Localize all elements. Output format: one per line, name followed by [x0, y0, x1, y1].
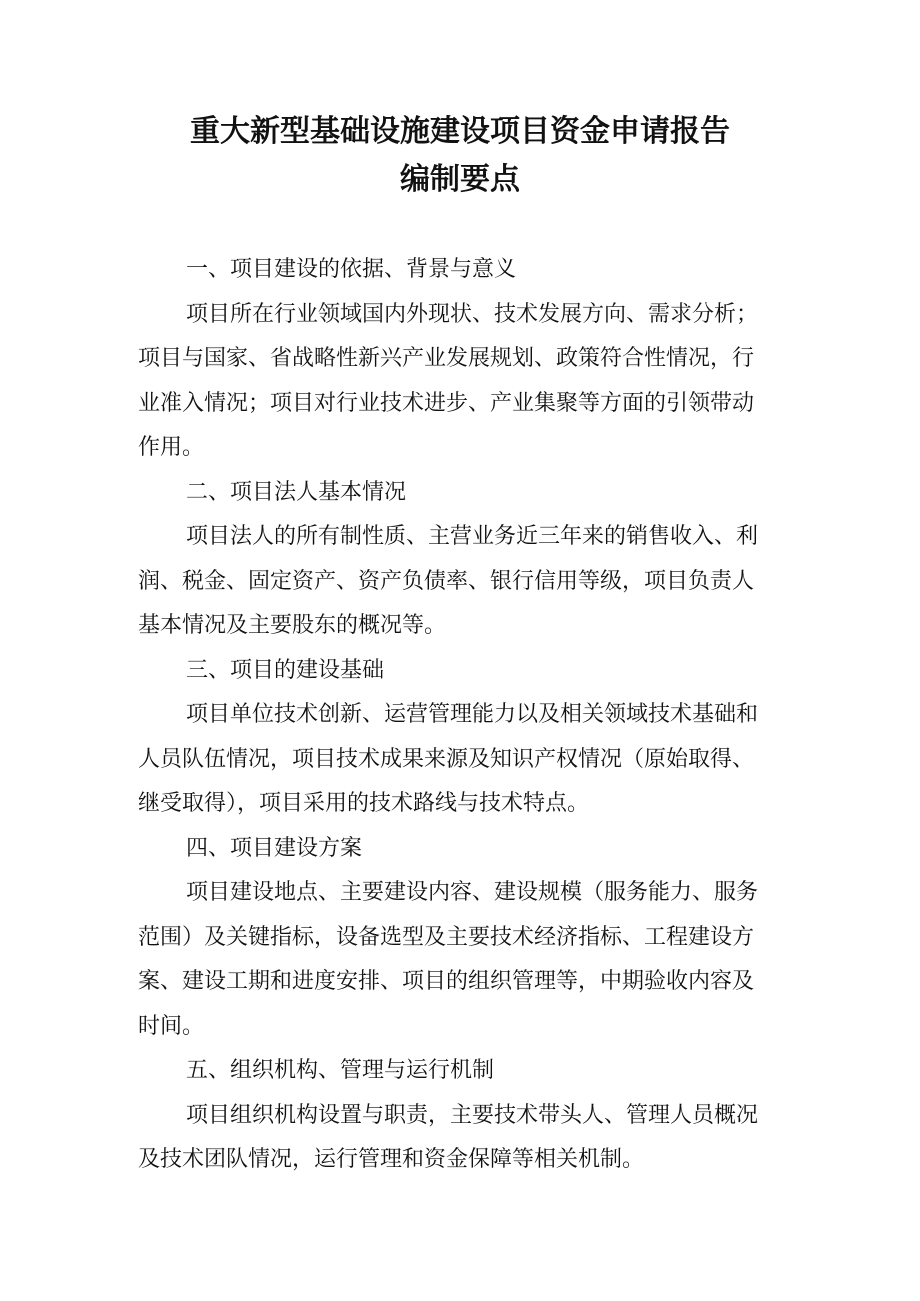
- section-paragraph: [138, 1094, 808, 1183]
- paragraph-line: 范围）及关键指标，设备选型及主要技术经济指标、工程建设方: [138, 924, 755, 950]
- paragraph-line: 项目建设地点、主要建设内容、建设规模（服务能力、服务: [186, 880, 759, 905]
- document-body: [138, 248, 808, 1183]
- title-line-1: 重大新型基础设施建设项目资金申请报告: [190, 114, 730, 149]
- title-line-2: 编制要点: [400, 162, 520, 197]
- document-title: [0, 108, 920, 204]
- paragraph-line: 项目组织机构设置与职责，主要技术带头人、管理人员概况: [186, 1102, 759, 1128]
- paragraph-line: 案、建设工期和进度安排、项目的组织管理等，中期验收内容及: [138, 969, 755, 994]
- paragraph-line: 时间。: [138, 1013, 205, 1039]
- paragraph-line: 基本情况及主要股东的概况等。: [138, 613, 447, 638]
- section-paragraph: [138, 693, 808, 827]
- paragraph-line: 项目单位技术创新、运营管理能力以及相关领域技术基础和: [186, 702, 759, 727]
- paragraph-line: 继受取得），项目采用的技术路线与技术特点。: [138, 791, 590, 816]
- section-heading: 二、项目法人基本情况: [186, 479, 407, 505]
- section-paragraph: [138, 871, 808, 1049]
- paragraph-line: 业准入情况；项目对行业技术进步、产业集聚等方面的引领带动: [138, 390, 755, 416]
- paragraph-line: 项目所在行业领域国内外现状、技术发展方向、需求分析；: [186, 301, 759, 327]
- paragraph-line: 人员队伍情况，项目技术成果来源及知识产权情况（原始取得、: [138, 746, 755, 772]
- section-heading: 五、组织机构、管理与运行机制: [186, 1058, 495, 1083]
- section-heading: 四、项目建设方案: [186, 835, 363, 861]
- section-paragraph: [138, 293, 808, 471]
- section-heading: 三、项目的建设基础: [186, 657, 385, 683]
- paragraph-line: 及技术团队情况，运行管理和资金保障等相关机制。: [138, 1147, 645, 1172]
- paragraph-line: 作用。: [138, 435, 205, 460]
- section-paragraph: [138, 515, 808, 649]
- paragraph-line: 项目法人的所有制性质、主营业务近三年来的销售收入、利: [186, 524, 759, 549]
- section-heading: 一、项目建设的依据、背景与意义: [186, 257, 517, 282]
- paragraph-line: 项目与国家、省战略性新兴产业发展规划、政策符合性情况，行: [138, 346, 755, 371]
- paragraph-line: 润、税金、固定资产、资产负债率、银行信用等级，项目负责人: [138, 568, 755, 594]
